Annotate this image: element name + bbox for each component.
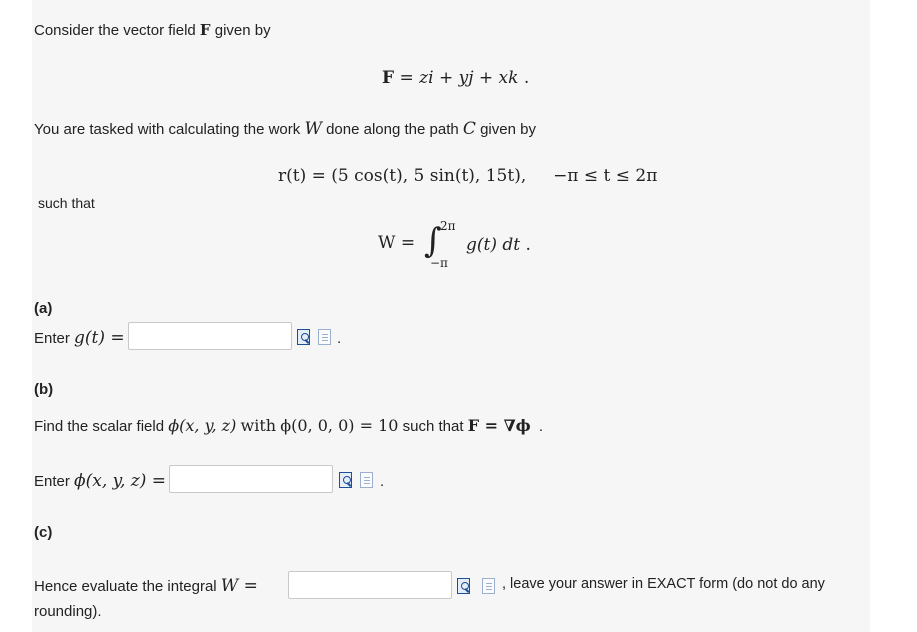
preview-icon[interactable] bbox=[297, 329, 310, 345]
integral-sign: ∫ bbox=[424, 221, 442, 261]
integrand bbox=[466, 235, 531, 255]
intro-line bbox=[34, 21, 271, 39]
integral-upper-limit: 2π bbox=[440, 219, 456, 233]
path-equation bbox=[278, 166, 657, 186]
part-b-label: (b) bbox=[34, 381, 54, 398]
intro-text: Consider the vector field bbox=[34, 22, 196, 39]
part-b-answer-input[interactable] bbox=[169, 465, 333, 493]
part-c-answer-input[interactable] bbox=[288, 571, 452, 599]
task-mid: done along the path bbox=[326, 121, 459, 138]
part-a-prompt-text: Enter bbox=[34, 330, 70, 347]
task-C: C bbox=[462, 119, 476, 139]
help-icon[interactable] bbox=[360, 472, 373, 488]
field-plus-2: + bbox=[478, 68, 494, 88]
part-b-end: . bbox=[538, 418, 544, 435]
field-end: . bbox=[523, 68, 530, 88]
part-b-expr: ϕ(x, y, z) = bbox=[74, 471, 167, 491]
preview-icon[interactable] bbox=[457, 578, 470, 594]
part-b-with: with bbox=[240, 416, 277, 435]
help-icon[interactable] bbox=[482, 578, 495, 594]
path-range: −π ≤ t ≤ 2π bbox=[553, 166, 658, 186]
part-a-prompt bbox=[34, 328, 125, 348]
part-b-phi: ϕ(x, y, z) bbox=[168, 416, 237, 435]
such-that-text: such that bbox=[38, 195, 95, 211]
field-term-3: xk bbox=[498, 68, 519, 88]
part-b-text: Find the scalar field bbox=[34, 418, 165, 435]
intro-text-after: given by bbox=[214, 22, 271, 39]
part-a-after: . bbox=[337, 330, 342, 347]
field-term-1: zi bbox=[419, 68, 434, 88]
task-W: W bbox=[304, 119, 322, 139]
part-c-text: Hence evaluate the integral bbox=[34, 578, 217, 595]
path-r: r(t) = (5 cos(t), 5 sin(t), 15t), bbox=[278, 166, 527, 186]
field-equation bbox=[382, 68, 529, 88]
preview-icon[interactable] bbox=[339, 472, 352, 488]
field-plus-1: + bbox=[438, 68, 454, 88]
part-c-after: , leave your answer in EXACT form (do not do any bbox=[502, 576, 825, 592]
part-c-label: (c) bbox=[34, 524, 53, 541]
task-text: You are tasked with calculating the work bbox=[34, 121, 301, 138]
field-eq: = bbox=[399, 68, 414, 88]
part-b-mid: such that bbox=[402, 418, 464, 435]
part-b-gradient-eq: F = ∇ϕ bbox=[467, 416, 531, 435]
part-c-prompt bbox=[34, 576, 258, 596]
part-b-prompt bbox=[34, 471, 166, 491]
part-a-label: (a) bbox=[34, 300, 53, 317]
field-term-2: yj bbox=[458, 68, 474, 88]
task-line bbox=[34, 119, 536, 139]
integrand-text: g(t) dt bbox=[466, 235, 521, 255]
field-symbol: F bbox=[199, 21, 211, 39]
integrand-end: . bbox=[525, 235, 531, 255]
part-b-prompt-text: Enter bbox=[34, 473, 70, 490]
question-panel bbox=[32, 0, 870, 632]
part-a-expr: g(t) = bbox=[74, 328, 125, 348]
work-integral-lhs: W = bbox=[378, 233, 416, 253]
help-icon[interactable] bbox=[318, 329, 331, 345]
part-b-statement bbox=[34, 416, 543, 435]
part-c-expr: W = bbox=[220, 576, 258, 596]
part-c-wrap: rounding). bbox=[34, 603, 102, 620]
field-lhs: F bbox=[382, 68, 395, 88]
part-b-after: . bbox=[380, 473, 385, 490]
integral-lower-limit: −π bbox=[430, 256, 448, 270]
task-end: given by bbox=[480, 121, 536, 138]
part-b-cond: ϕ(0, 0, 0) = 10 bbox=[280, 416, 399, 435]
part-a-answer-input[interactable] bbox=[128, 322, 292, 350]
